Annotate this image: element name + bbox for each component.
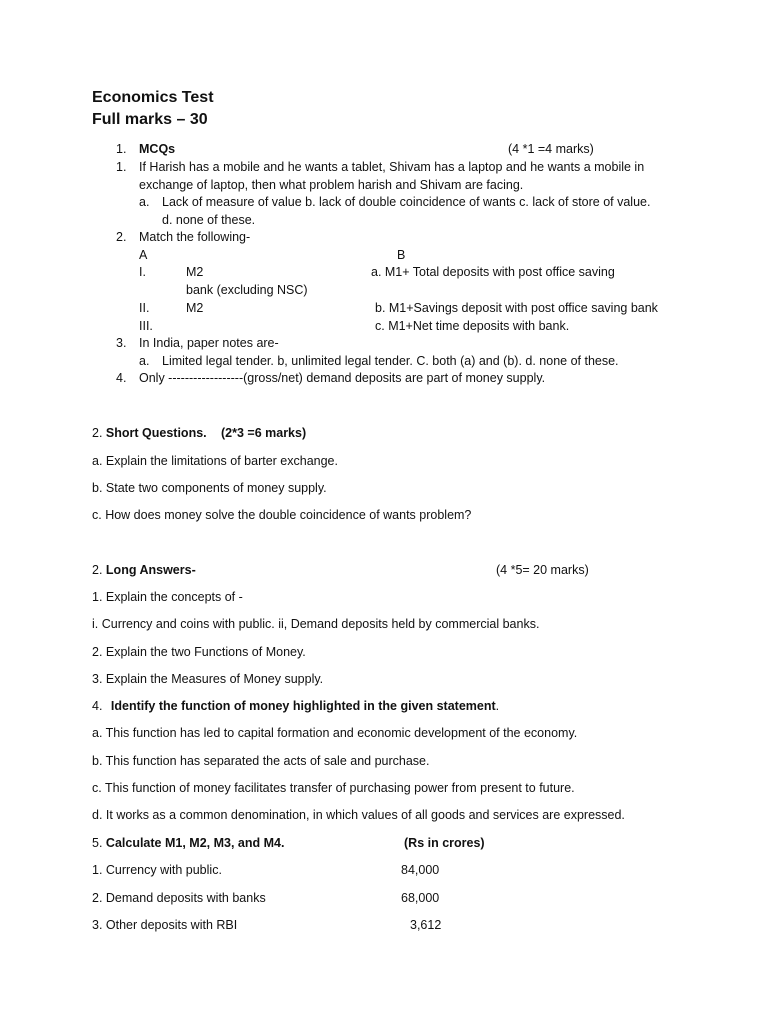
long-question-4-d: d. It works as a common denomination, in which values of all goods and services are expressed. [92, 808, 625, 822]
data-row-3-label: 3. Other deposits with RBI [92, 918, 238, 932]
short-question-a: a. Explain the limitations of barter exchange. [92, 454, 338, 468]
match-row-1-left: M2 [186, 265, 204, 279]
mcq-q3-text: In India, paper notes are- [139, 336, 279, 350]
mcq-q2-text: Match the following- [139, 230, 251, 244]
mcq-q1-text-line1: If Harish has a mobile and he wants a tablet, Shivam has a laptop and he wants a mobile in [139, 160, 645, 174]
mcq-section-number: 1. [116, 142, 127, 156]
short-section-number: 2. [92, 426, 103, 440]
long-question-1: 1. Explain the concepts of - [92, 590, 243, 604]
mcq-q3-option-marker: a. [139, 354, 150, 368]
long-question-4-c: c. This function of money facilitates transfer of purchasing power from present to future. [92, 781, 575, 795]
full-marks: Full marks – 30 [92, 111, 208, 128]
long-question-4-number: 4. [92, 699, 103, 713]
short-question-b: b. State two components of money supply. [92, 481, 327, 495]
mcq-q3-options: Limited legal tender. b, unlimited legal tender. C. both (a) and (b). d. none of these. [162, 354, 619, 368]
long-question-3: 3. Explain the Measures of Money supply. [92, 672, 324, 686]
data-row-2-value: 68,000 [401, 891, 440, 905]
mcq-q1-option-marker: a. [139, 195, 150, 209]
long-heading: Long Answers- [105, 563, 196, 577]
long-section-heading [92, 562, 196, 579]
long-section-number: 2. [92, 563, 103, 577]
match-row-2-roman: II. [139, 301, 150, 315]
mcq-q3-number: 3. [116, 336, 127, 350]
match-column-a-heading: A [139, 248, 148, 262]
long-question-2: 2. Explain the two Functions of Money. [92, 645, 306, 659]
mcq-q1-number: 1. [116, 160, 127, 174]
long-question-5-text: Calculate M1, M2, M3, and M4. [105, 836, 285, 850]
long-question-1-sub: i. Currency and coins with public. ii, Demand deposits held by commercial banks. [92, 617, 540, 631]
mcq-q1-options-line2: d. none of these. [162, 213, 256, 227]
long-marks: (4 *5= 20 marks) [496, 563, 589, 577]
match-row-3-roman: III. [139, 319, 153, 333]
long-question-4 [92, 698, 499, 715]
page-title: Economics Test [92, 89, 214, 106]
data-row-3-value: 3,612 [410, 918, 442, 932]
long-question-4-text: Identify the function of money highlighted in the given statement [110, 699, 496, 713]
mcq-q1-options-line1: Lack of measure of value b. lack of double coincidence of wants c. lack of store of value. [162, 195, 651, 209]
match-row-3-right: c. M1+Net time deposits with bank. [375, 319, 570, 333]
short-section-heading [92, 425, 207, 442]
short-question-c: c. How does money solve the double coincidence of wants problem? [92, 508, 472, 522]
match-row-1-roman: I. [139, 265, 146, 279]
match-row-1-right-continued: bank (excluding NSC) [186, 283, 308, 297]
short-heading: Short Questions. [105, 426, 207, 440]
long-question-5-number: 5. [92, 836, 103, 850]
long-question-5 [92, 835, 284, 852]
mcq-q4-text: Only ------------------(gross/net) demand deposits are part of money supply. [139, 371, 546, 385]
short-marks: (2*3 =6 marks) [221, 426, 307, 440]
data-row-1-label: 1. Currency with public. [92, 863, 222, 877]
match-column-b-heading: B [397, 248, 406, 262]
match-row-2-right: b. M1+Savings deposit with post office saving bank [375, 301, 658, 315]
long-question-4-period: . [495, 699, 500, 713]
match-row-1-right: a. M1+ Total deposits with post office saving [371, 265, 615, 279]
long-question-4-a: a. This function has led to capital formation and economic development of the economy. [92, 726, 578, 740]
long-question-4-b: b. This function has separated the acts of sale and purchase. [92, 754, 430, 768]
data-row-1-value: 84,000 [401, 863, 440, 877]
match-row-2-left: M2 [186, 301, 204, 315]
data-row-2-label: 2. Demand deposits with banks [92, 891, 266, 905]
long-question-5-unit: (Rs in crores) [404, 836, 485, 850]
mcq-heading: MCQs [139, 142, 176, 156]
mcq-q2-number: 2. [116, 230, 127, 244]
mcq-q4-number: 4. [116, 371, 127, 385]
mcq-q1-text-line2: exchange of laptop, then what problem harish and Shivam are facing. [139, 178, 524, 192]
mcq-marks: (4 *1 =4 marks) [508, 142, 594, 156]
